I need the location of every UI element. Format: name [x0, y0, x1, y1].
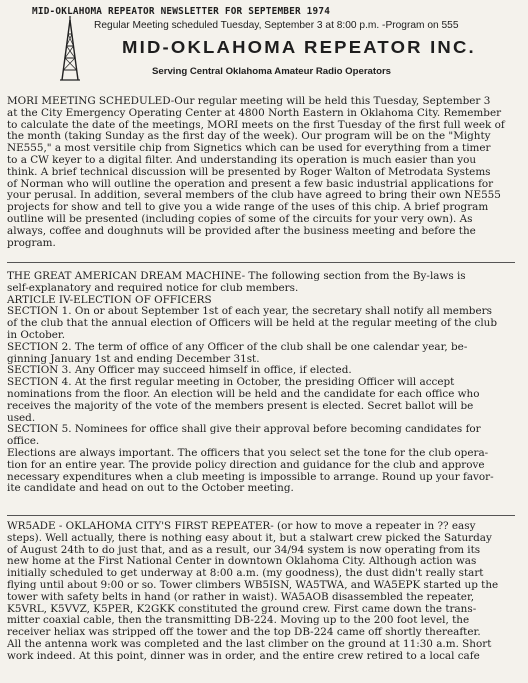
article-line: new home at the First National Center in downtown Oklahoma City. Although action was: [7, 555, 477, 568]
article-line: tower with safety belts in hand (or rather in waist). WA5AOB disassembled the repeater,: [7, 590, 475, 603]
article-mori-meeting: [7, 96, 519, 249]
article-line: SECTION 2. The term of office of any Officer of the club shall be one calendar year, be-: [7, 340, 468, 353]
article-line: tion for an entire year. The provide policy direction and guidance for the club and approve: [7, 458, 485, 471]
article-line: receiver heliax was stripped off the tower and the top DB-224 came off shortly thereafter.: [7, 626, 481, 639]
article-line: self-explanatory and required notice for club members.: [7, 281, 299, 294]
article-line: All the antenna work was completed and the last climber on the ground at 11:30 a.m. Short: [7, 637, 492, 650]
article-line: outline will be presented (including copies of some of the circuits for your very own). As: [7, 212, 473, 225]
article-line: SECTION 1. On or about September 1st of each year, the secretary shall notify all members: [7, 305, 492, 318]
article-line: to a CW keyer to a digital filter. And understanding its operation is much easier than you: [7, 153, 477, 166]
article-line: K5VRL, K5VVZ, K5PER, K2GKK constituted the ground crew. First came down the trans-: [7, 602, 477, 615]
organization-name: MID-OKLAHOMA REPEATOR INC.: [122, 37, 476, 57]
regular-meeting-notice: Regular Meeting scheduled Tuesday, September 3 at 8:00 p.m. -Program on 555: [94, 20, 459, 31]
article-line: initially scheduled to get underway at 8:00 a.m. (my goodness), the dust didn't really start: [7, 567, 484, 580]
article-line: SECTION 3. Any Officer may succeed himself in office, if elected.: [7, 364, 352, 377]
article-line: mitter coaxial cable, then the transmitting DB-224. Moving up to the 200 foot level, the: [7, 614, 470, 627]
article-line: office.: [7, 435, 40, 448]
article-line: steps). Well actually, there is nothing easy about it, but a stalwart crew picked the Saturday: [7, 531, 492, 544]
article-line: nominations from the floor. An election will be held and the candidate for each office who: [7, 387, 480, 400]
article-line: at the City Emergency Operating Center at 4800 North Eastern in Oklahoma City. Remember: [7, 106, 502, 119]
article-line: used.: [7, 411, 36, 424]
article-line: receives the majority of the vote of the members present is elected. Secret ballot will be: [7, 399, 474, 412]
article-line: NE555," a most versitile chip from Signetics which can be used for everything from a timer: [7, 142, 491, 155]
section-divider: [7, 262, 515, 263]
article-line: WR5ADE - OKLAHOMA CITY'S FIRST REPEATER- (or how to move a repeater in ?? easy: [7, 520, 476, 532]
article-election-of-officers: [7, 271, 519, 495]
article-line: SECTION 4. At the first regular meeting in October, the presiding Officer will accept: [7, 376, 455, 389]
article-line: of Norman who will outline the operation and present a few basic industrial applications for: [7, 177, 494, 190]
article-line: projects for show and tell to give you a wide range of the uses of this chip. A brief program: [7, 201, 489, 214]
article-line: work indeed. At this point, dinner was in order, and the entire crew retired to a local cafe: [7, 649, 480, 662]
article-line: ite candidate and head on out to the October meeting.: [7, 482, 294, 495]
article-line: THE GREAT AMERICAN DREAM MACHINE- The following section from the By-laws is: [7, 270, 466, 282]
article-line: ginning January 1st and ending December 31st.: [7, 352, 260, 365]
article-line: to calculate the date of the meetings, MORI meets on the first Tuesday of the first full week of: [7, 118, 505, 131]
organization-tagline: Serving Central Oklahoma Amateur Radio Operators: [152, 66, 392, 77]
article-line: of August 24th to do just that, and as a result, our 34/94 system is now operating from its: [7, 543, 481, 556]
article-line: program.: [7, 236, 56, 249]
newsletter-title: MID-OKLAHOMA REPEATOR NEWSLETTER FOR SEPTEMBER 1974: [32, 6, 331, 17]
article-line: flying until about 9:00 or so. Tower climbers WB5ISN, WA5TWA, and WA5EPK started up the: [7, 578, 499, 591]
article-line: SECTION 5. Nominees for office shall give their approval before becoming candidates for: [7, 423, 481, 436]
article-first-repeater: [7, 521, 519, 663]
article-line: necessary expenditures when a club meeting is impossible to arrange. Round up your favor-: [7, 470, 494, 483]
article-line: always, coffee and doughnuts will be provided after the business meeting and before the: [7, 224, 476, 237]
article-line: in October.: [7, 328, 66, 341]
article-line: of the club that the annual election of Officers will be held at the regular meeting of the club: [7, 317, 497, 330]
article-line: think. A brief technical discussion will be presented by Roger Walton of Metrodata Systems: [7, 165, 491, 178]
radio-tower-icon: [60, 16, 80, 82]
article-line: MORI MEETING SCHEDULED-Our regular meeting will be held this Tuesday, September 3: [7, 95, 491, 107]
article-line: your perusal. In addition, several members of the club have agreed to bring their own NE555: [7, 189, 501, 202]
section-divider: [7, 515, 515, 516]
article-line: Elections are always important. The officers that you select set the tone for the club opera-: [7, 446, 489, 459]
article-line: the month (taking Sunday as the first day of the week). Our program will be on the "Mighty: [7, 130, 491, 143]
article-line: ARTICLE IV-ELECTION OF OFFICERS: [7, 293, 212, 306]
